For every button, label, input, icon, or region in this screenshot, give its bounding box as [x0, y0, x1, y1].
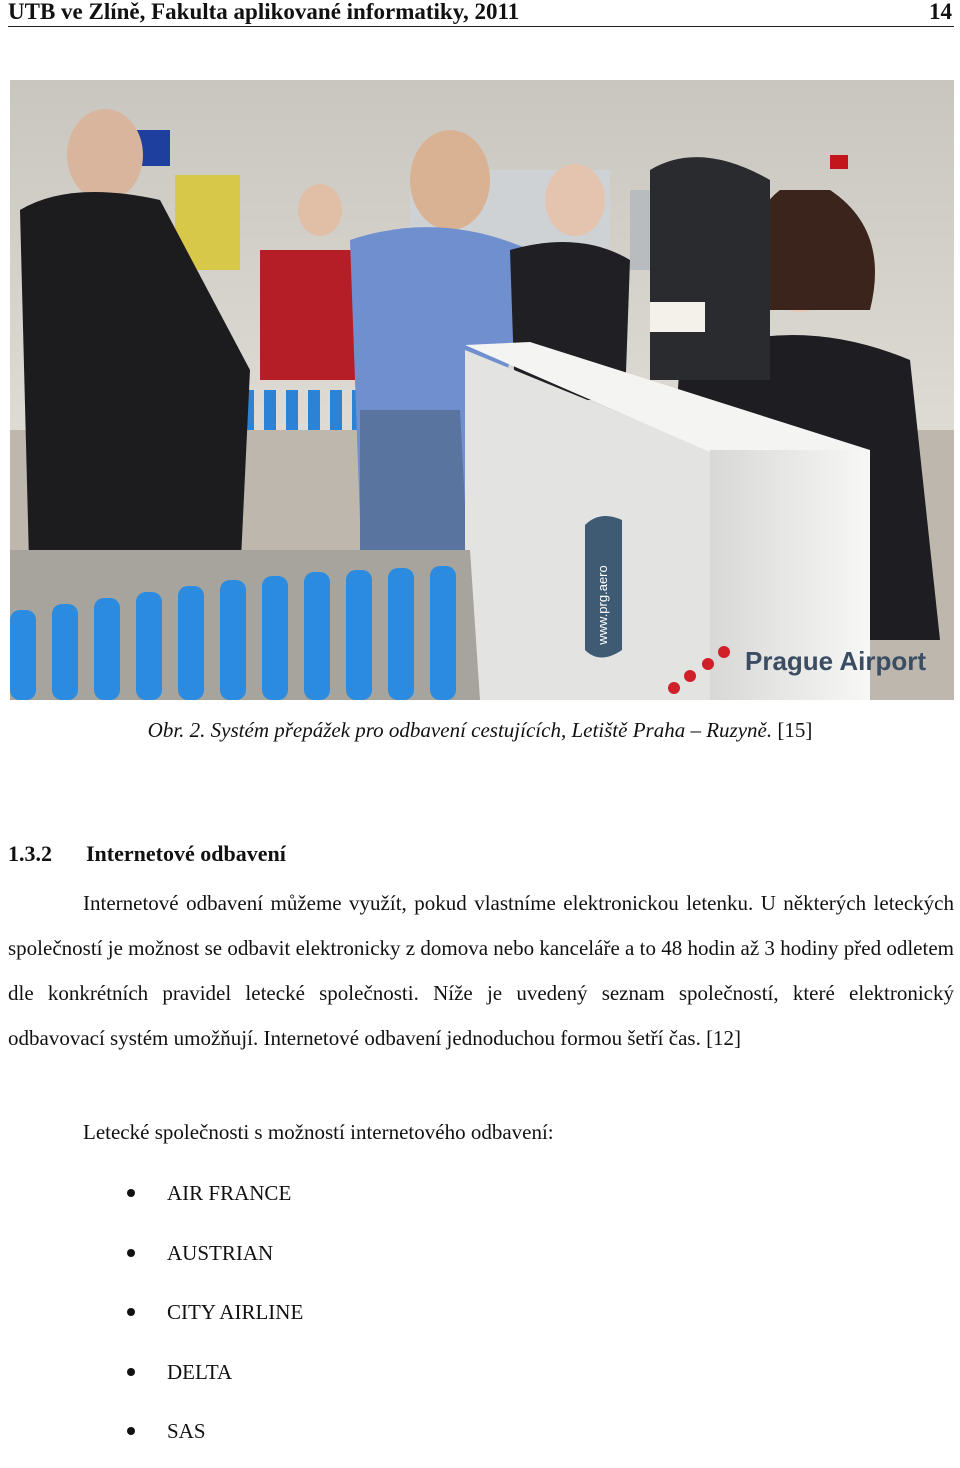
- check-in-photo: [10, 80, 954, 700]
- desk-url: www.prg.aero: [595, 565, 610, 645]
- airline-name: DELTA: [167, 1359, 233, 1384]
- caption-ref: [15]: [777, 718, 813, 742]
- figure-photo: [10, 80, 954, 700]
- airline-name: CITY AIRLINE: [167, 1300, 304, 1324]
- section-title: Internetové odbavení: [86, 841, 286, 866]
- bullet-icon: [127, 1427, 135, 1435]
- section-paragraph: Internetové odbavení můžeme využít, pokud vlastníme elektronickou letenku. U některých leteckých společností je možnost se odbavit elektronicky z domova nebo kanceláře a to 48 hodin až 3 hodiny před odletem dle konkrétních pravidel letecké společnosti. Níže je uvedený seznam společností, které elektronický odbavovací systém umožňují. Internetové odbavení jednoduchou formou šetří čas. [12]: [8, 891, 954, 1050]
- bullet-icon: [127, 1368, 135, 1376]
- bullet-icon: [127, 1189, 135, 1197]
- page-number: 14: [929, 0, 952, 24]
- page-header: [8, 0, 954, 27]
- section-heading: [8, 841, 286, 867]
- caption-text: Obr. 2. Systém přepážek pro odbavení cestujících, Letiště Praha – Ruzyně.: [147, 718, 773, 742]
- airline-name: SAS: [167, 1419, 206, 1443]
- list-intro: Letecké společnosti s možností internetového odbavení:: [83, 1120, 554, 1144]
- section-number: 1.3.2: [8, 841, 52, 866]
- bullet-icon: [127, 1249, 135, 1257]
- figure-caption: [0, 718, 960, 743]
- header-title: UTB ve Zlíně, Fakulta aplikované informatiky, 2011: [8, 0, 520, 24]
- airline-name: AUSTRIAN: [167, 1240, 274, 1265]
- bullet-icon: [127, 1308, 135, 1316]
- airline-name: AIR FRANCE: [167, 1181, 292, 1205]
- airport-logo: Prague Airport: [745, 646, 927, 676]
